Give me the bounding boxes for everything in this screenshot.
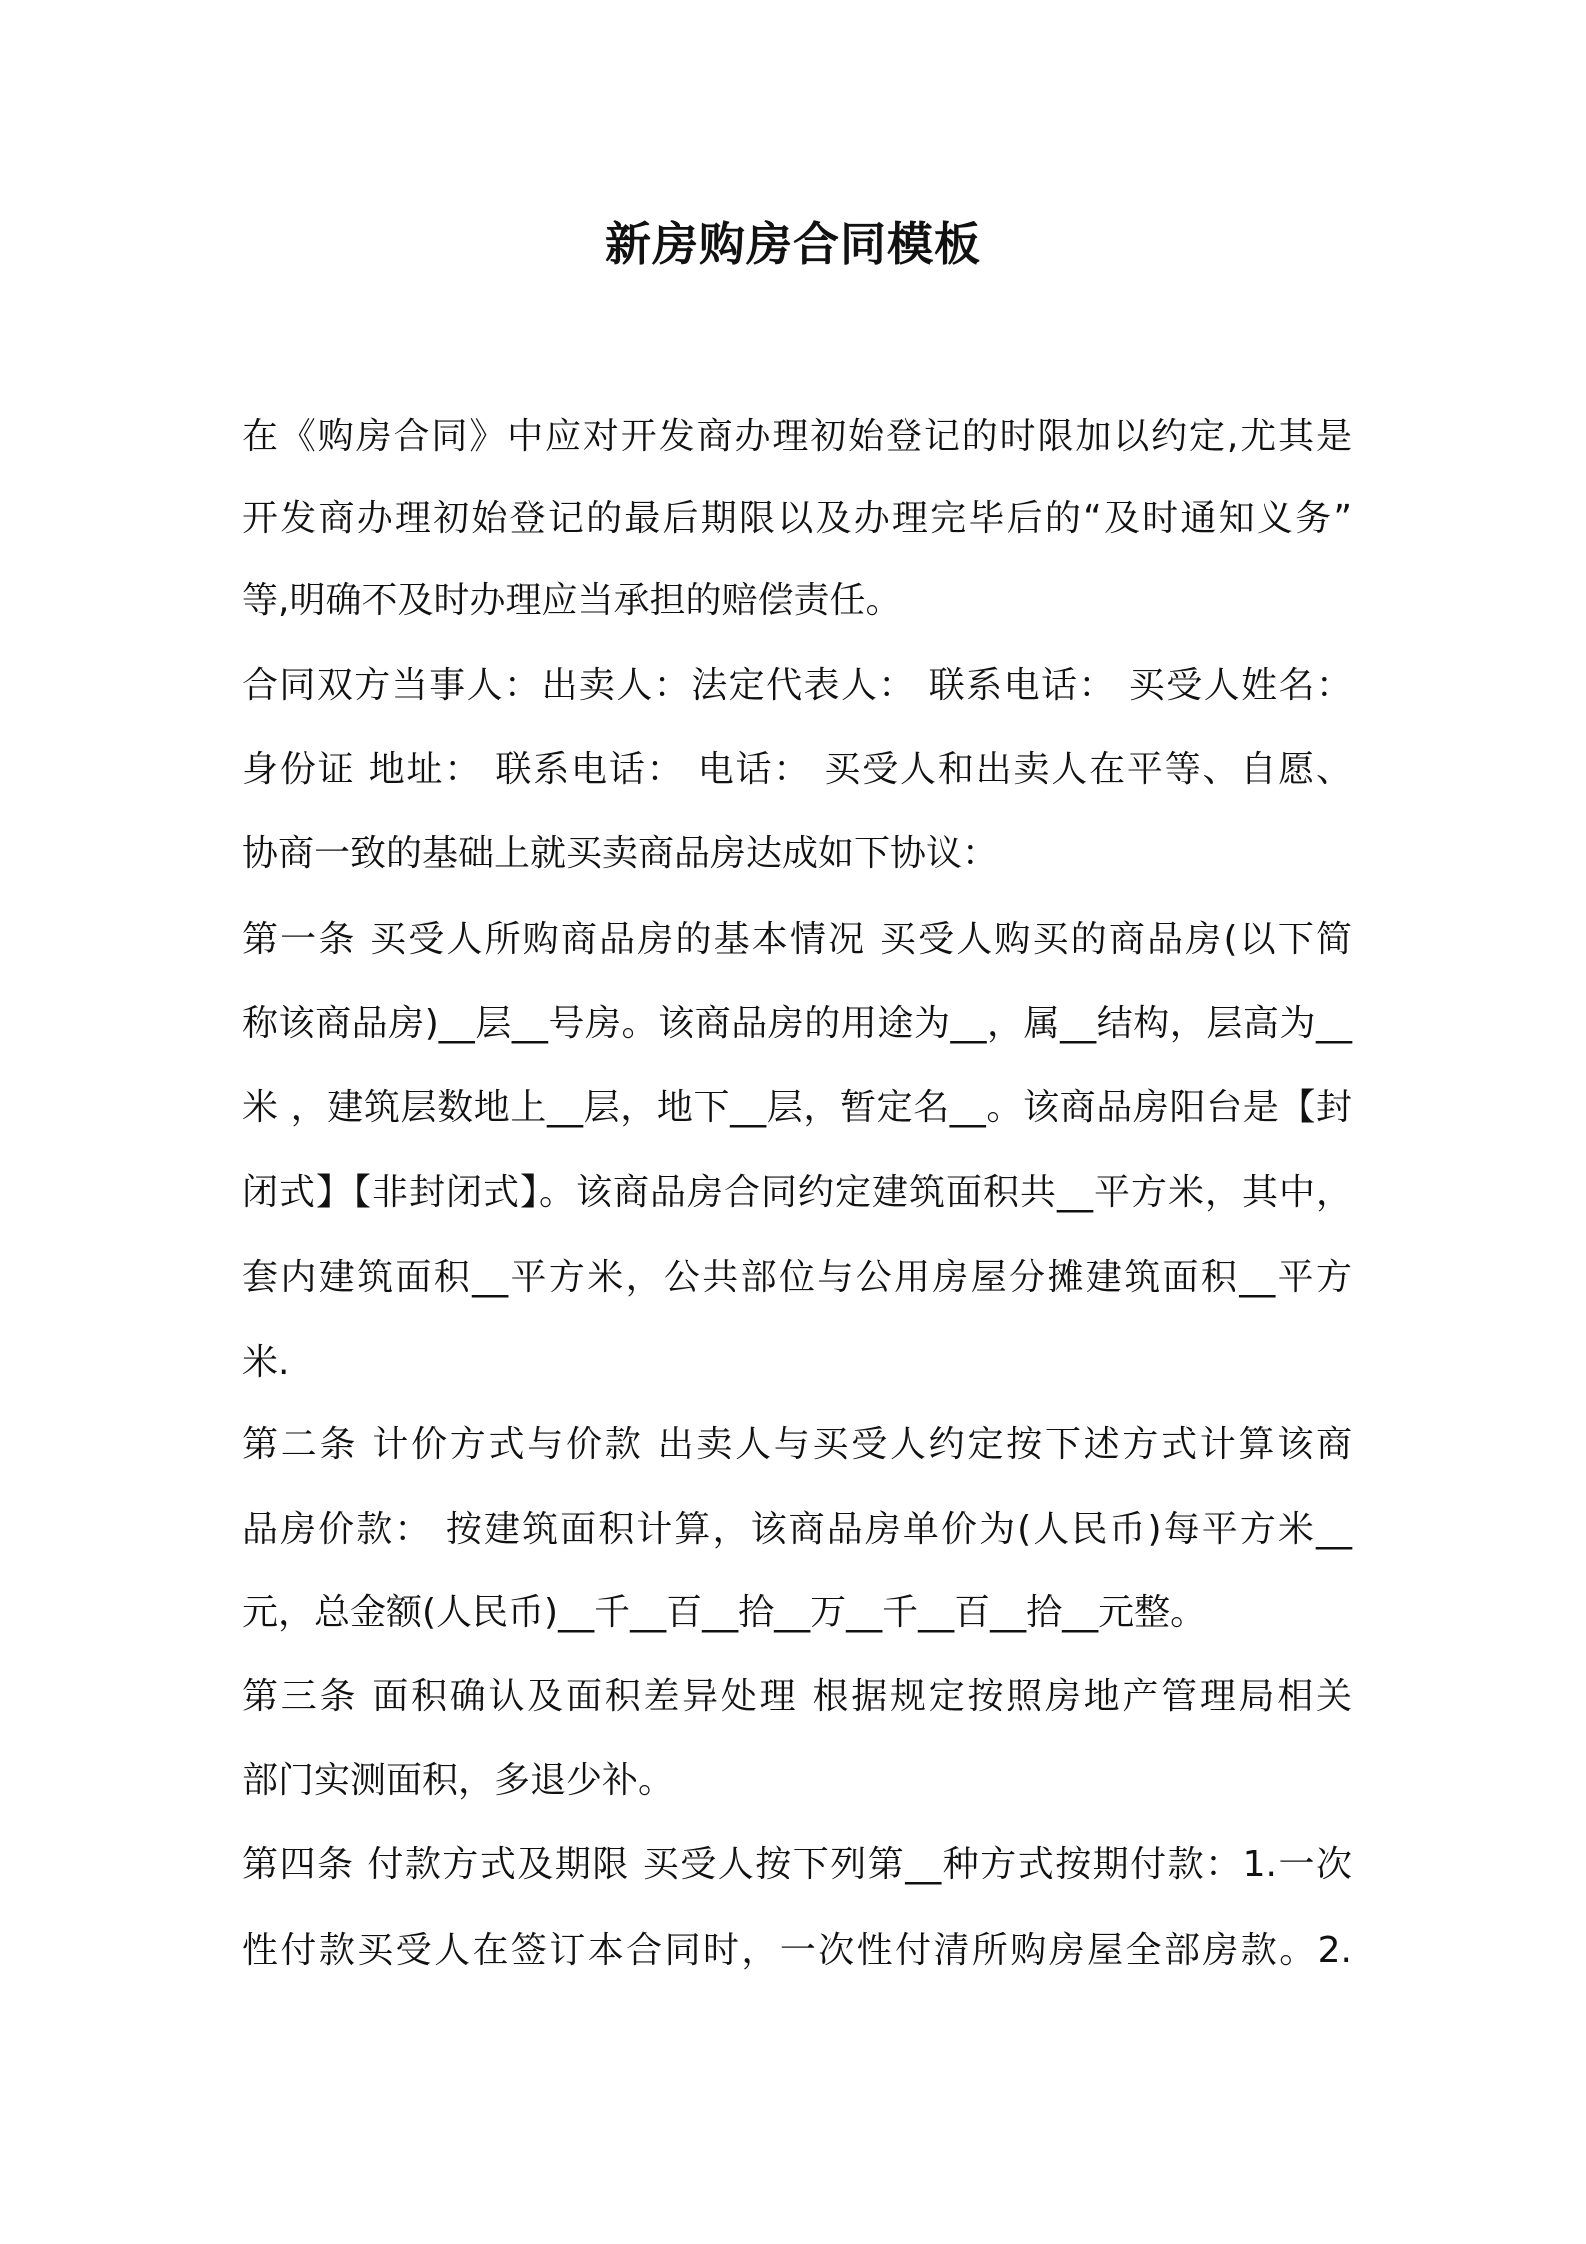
paragraph-line: 协商一致的基础上就买卖商品房达成如下协议： bbox=[242, 833, 999, 874]
paragraph-line: 套内建筑面积__平方米，公共部位与公用房屋分摊建筑面积__平方 bbox=[242, 1257, 1352, 1298]
paragraph-line: 米. bbox=[242, 1342, 290, 1383]
paragraph-line: 部门实测面积，多退少补。 bbox=[242, 1760, 675, 1801]
paragraph-line: 等,明确不及时办理应当承担的赔偿责任。 bbox=[242, 580, 902, 621]
paragraph-line: 开发商办理初始登记的最后期限以及办理完毕后的“及时通知义务” bbox=[242, 498, 1352, 539]
paragraph-line: 元，总金额(人民币)__千__百__拾__万__千__百__拾__元整。 bbox=[242, 1592, 1207, 1633]
paragraph-line: 称该商品房)__层__号房。该商品房的用途为__，属__结构，层高为__ bbox=[242, 1003, 1352, 1044]
paragraph-line: 在《购房合同》中应对开发商办理初始登记的时限加以约定,尤其是 bbox=[242, 416, 1352, 457]
paragraph-line: 性付款买受人在签订本合同时，一次性付清所购房屋全部房款。2. bbox=[242, 1930, 1352, 1971]
paragraph-line: 第三条 面积确认及面积差异处理 根据规定按照房地产管理局相关 bbox=[242, 1676, 1352, 1717]
paragraph-line: 合同双方当事人：出卖人：法定代表人： 联系电话： 买受人姓名： bbox=[242, 665, 1352, 706]
paragraph-line: 身份证 地址： 联系电话： 电话： 买受人和出卖人在平等、自愿、 bbox=[242, 749, 1352, 790]
document-title: 新房购房合同模板 bbox=[605, 217, 981, 271]
paragraph-line: 第四条 付款方式及期限 买受人按下列第__种方式按期付款：1.一次 bbox=[242, 1844, 1352, 1885]
paragraph-line: 品房价款： 按建筑面积计算，该商品房单价为(人民币)每平方米__ bbox=[242, 1509, 1352, 1550]
paragraph-line: 第一条 买受人所购商品房的基本情况 买受人购买的商品房(以下简 bbox=[242, 919, 1352, 960]
paragraph-line: 米 ，建筑层数地上__层，地下__层，暂定名__。该商品房阳台是【封 bbox=[242, 1087, 1352, 1128]
paragraph-line: 第二条 计价方式与价款 出卖人与买受人约定按下述方式计算该商 bbox=[242, 1424, 1352, 1465]
paragraph-line: 闭式】【非封闭式】。该商品房合同约定建筑面积共__平方米，其中， bbox=[242, 1172, 1352, 1213]
